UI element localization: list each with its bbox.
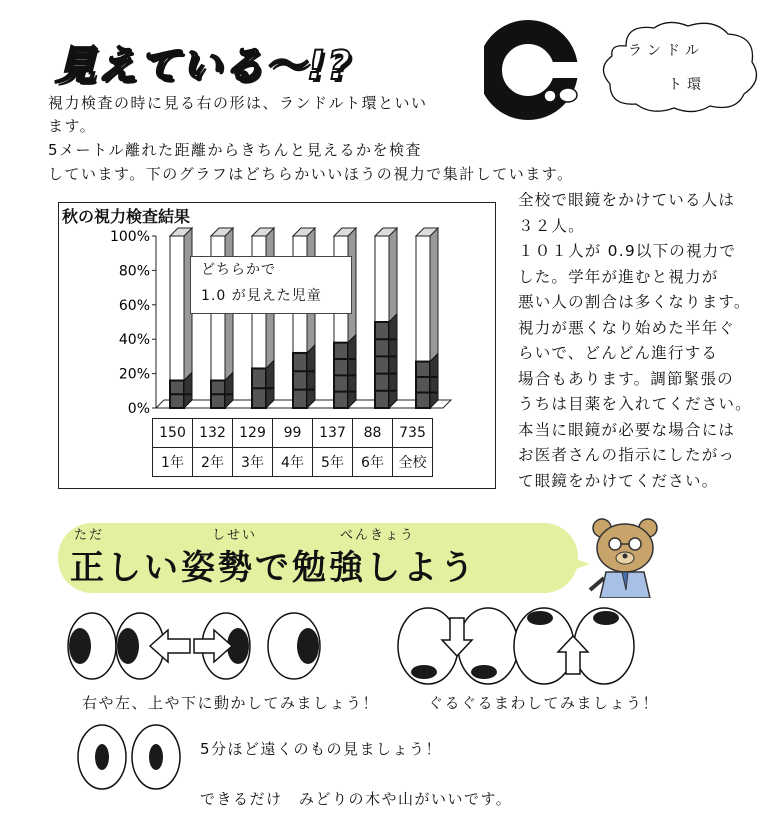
banner-ruby-shisei: しせい [212, 528, 258, 543]
cloud-text-line1: ランドル [628, 43, 704, 59]
chart-annotation [190, 256, 352, 314]
exercise-far-text: 5分ほど遠くのもの見ましょう！ [200, 740, 443, 758]
grade-cell: 2年 [193, 448, 233, 477]
count-cell: 129 [233, 419, 273, 448]
text-line: 悪い人の割合は多くなります。 [518, 293, 751, 311]
y-tick-label: 60% [118, 297, 150, 314]
bar-light-segment [416, 236, 430, 362]
landolt-ring-icon [484, 18, 604, 128]
grade-cell: 3年 [233, 448, 273, 477]
text-line: 全校で眼鏡をかけている人は [518, 191, 736, 209]
intro-line2: ます。 [48, 117, 97, 135]
text-line: て眼鏡をかけてください。 [518, 471, 719, 490]
annotation-line2: 1.0 が見えた児童 [201, 288, 322, 304]
right-paragraph [518, 188, 752, 494]
text-line: した。学年が進むと視力が [518, 267, 719, 286]
banner-title: 正しい姿勢で勉強しよう [70, 548, 477, 588]
bar-light-side [430, 228, 438, 362]
y-tick-label: 80% [118, 263, 150, 280]
bear-teacher-icon [584, 514, 668, 598]
count-cell: 137 [313, 419, 353, 448]
grade-cell: 6年 [353, 448, 393, 477]
count-cell: 150 [153, 419, 193, 448]
grade-cell: 4年 [273, 448, 313, 477]
annotation-line1: どちらかで [201, 262, 276, 278]
eyes-left-right-illustration [64, 606, 324, 686]
y-tick-label: 40% [118, 332, 150, 349]
banner-ruby-benkyou: べんきょう [340, 528, 416, 543]
bar-dark-side [389, 314, 397, 408]
banner-ruby-tada: ただ [74, 528, 105, 543]
y-tick-label: 0% [127, 401, 150, 417]
cloud-text-line2: ト環 [668, 77, 706, 93]
eyes-far-illustration [74, 720, 184, 794]
count-cell: 99 [273, 419, 313, 448]
bar-dark-side [430, 354, 438, 408]
text-line: うちは目薬を入れてください。 [518, 395, 752, 413]
chart-data-table [152, 418, 433, 477]
y-tick-label: 20% [118, 366, 150, 383]
text-line: らいで、どんどん進行する [518, 344, 719, 362]
text-line: 本当に眼鏡が必要な場合には [518, 420, 736, 439]
text-line: １０１人が 0.9以下の視力で [518, 242, 737, 260]
intro-line1: 視力検査の時に見る右の形は、ランドルト環といい [48, 94, 428, 112]
vision-chart [100, 222, 480, 418]
exercise-rotate-text: ぐるぐるまわしてみましょう！ [428, 694, 660, 712]
table-row-grades [153, 448, 433, 477]
text-line: お医者さんの指示にしたがっ [518, 446, 736, 464]
exercise-move-text: 右や左、上や下に動かしてみましょう！ [82, 694, 380, 712]
thought-cloud [596, 16, 766, 116]
bar-light-segment [375, 236, 389, 322]
grade-cell: 全校 [393, 448, 433, 477]
bar-dark-side [348, 335, 356, 408]
bar-dark-segment [375, 322, 389, 408]
bar-dark-segment [416, 362, 430, 408]
chart-title: 秋の視力検査結果 [62, 207, 191, 226]
text-line: 場合もあります。調節緊張の [518, 369, 734, 388]
text-line: 視力が悪くなり始めた半年ぐ [518, 318, 736, 337]
count-cell: 88 [353, 419, 393, 448]
bar-dark-side [266, 360, 274, 408]
grade-cell: 1年 [153, 448, 193, 477]
eyes-up-down-illustration [396, 604, 636, 688]
page-title: 見えている〜!? [55, 43, 353, 89]
y-tick-label: 100% [109, 229, 150, 245]
count-cell: 735 [393, 419, 433, 448]
bar-dark-side [307, 345, 315, 408]
grade-cell: 5年 [313, 448, 353, 477]
exercise-green-text: できるだけ みどりの木や山がいいです。 [200, 790, 513, 808]
count-cell: 132 [193, 419, 233, 448]
table-row-counts [153, 419, 433, 448]
text-line: ３２人。 [518, 216, 585, 235]
bar-light-segment [170, 236, 184, 380]
intro-line4: しています。下のグラフはどちらかいいほうの視力で集計しています。 [48, 165, 574, 183]
bar-light-side [389, 228, 397, 322]
intro-line3: 5メートル離れた距離からきちんと見えるかを検査 [48, 141, 423, 159]
bar-dark-segment [293, 353, 307, 408]
